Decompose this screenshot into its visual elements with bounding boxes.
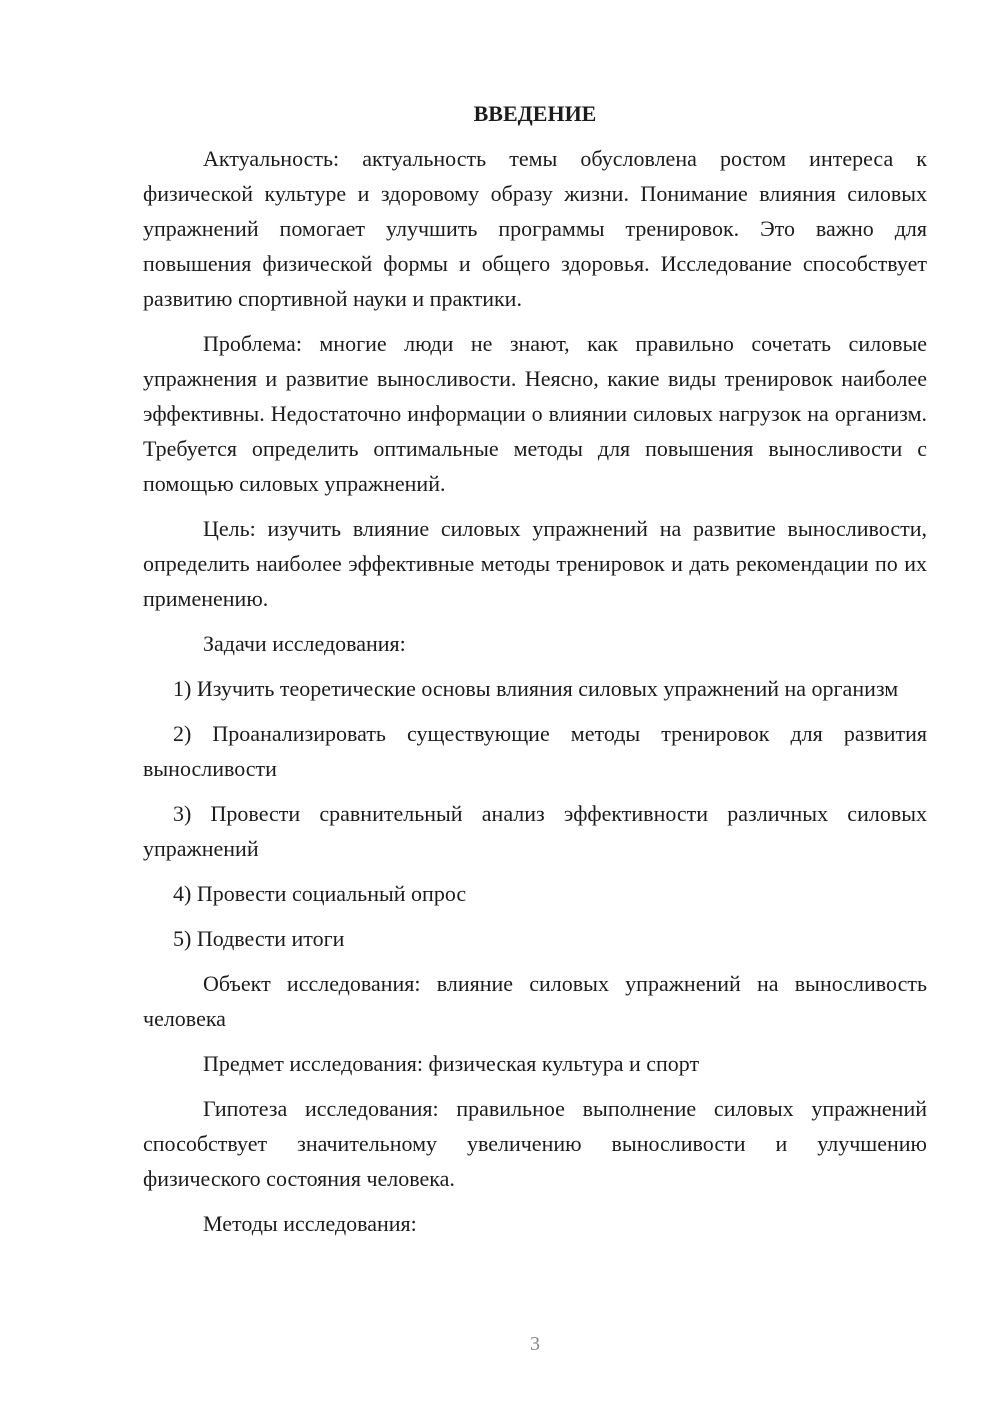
task-item-5: 5) Подвести итоги [173,926,345,951]
page-number: 3 [530,1333,540,1355]
problem-paragraph: Проблема: многие люди не знают, как правильно сочетать силовые упражнения и развитие выносливости. Неясно, какие виды тренировок наиболее эффективны. Недостаточно информации о влиянии силовых нагрузок на организм. Требуется определить оптимальные методы для повышения выносливости с помощью силовых упражнений. [143,331,927,496]
relevance-paragraph: Актуальность: актуальность темы обусловлена ростом интереса к физической культуре и здоровому образу жизни. Понимание влияния силовых упражнений помогает улучшить программы тренировок. Это важно для повышения физической формы и общего здоровья. Исследование способствует развитию спортивной науки и практики. [143,146,927,311]
task-item-1: 1) Изучить теоретические основы влияния силовых упражнений на организм [173,676,899,701]
task-item-4: 4) Провести социальный опрос [173,881,467,906]
task-item-3: 3) Провести сравнительный анализ эффективности различных силовых упражнений [143,801,927,861]
document-page [143,96,927,1251]
tasks-heading: Задачи исследования: [203,631,406,656]
subject-paragraph: Предмет исследования: физическая культура и спорт [203,1051,700,1076]
object-paragraph: Объект исследования: влияние силовых упражнений на выносливость человека [143,971,927,1031]
section-title: ВВЕДЕНИЕ [473,101,597,126]
task-item-2: 2) Проанализировать существующие методы тренировок для развития выносливости [143,721,927,781]
methods-heading: Методы исследования: [203,1211,417,1236]
hypothesis-paragraph: Гипотеза исследования: правильное выполнение силовых упражнений способствует значительному увеличению выносливости и улучшению физического состояния человека. [143,1096,927,1191]
goal-paragraph: Цель: изучить влияние силовых упражнений на развитие выносливости, определить наиболее эффективные методы тренировок и дать рекомендации по их применению. [143,516,927,611]
